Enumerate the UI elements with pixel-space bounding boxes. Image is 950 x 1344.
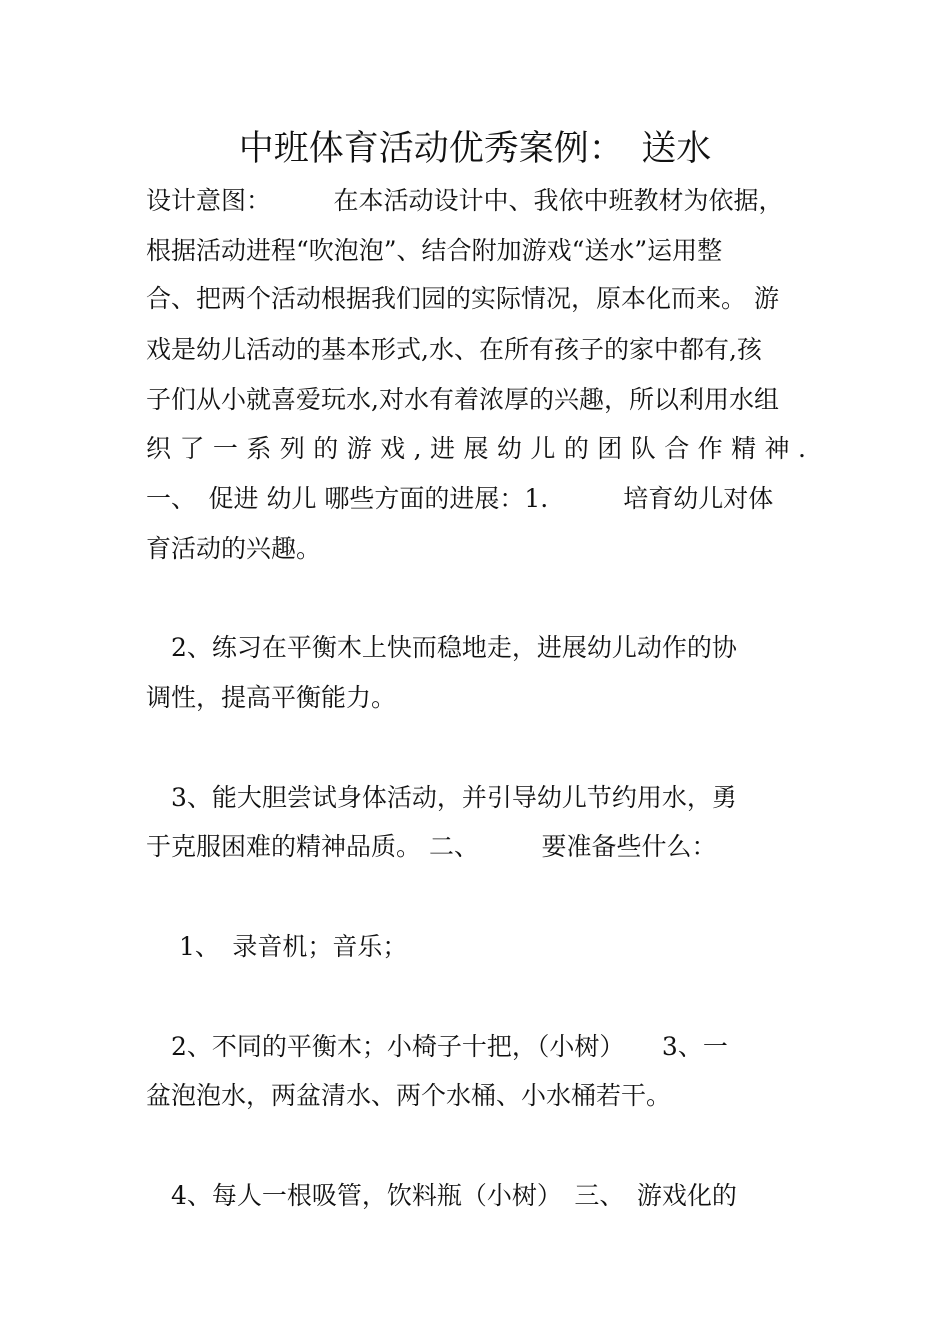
text-char: 儿 xyxy=(530,434,556,463)
text-char: 神 xyxy=(764,434,790,463)
text-char: 织 xyxy=(146,434,172,463)
text-char: 系 xyxy=(246,434,272,463)
text-line-justified xyxy=(146,431,806,467)
text-char: 精 xyxy=(731,434,757,463)
text-line: 育活动的兴趣。 xyxy=(146,534,322,563)
text-line: 子们从小就喜爱玩水,对水有着浓厚的兴趣，所以利用水组 xyxy=(146,385,779,414)
text-char: , xyxy=(413,434,422,463)
text-line: 4、每人一根吸管，饮料瓶（小树） 三、 游戏化的 xyxy=(146,1181,737,1210)
text-line: 设计意图： 在本活动设计中、我依中班教材为依据， xyxy=(146,186,784,215)
text-char: 的 xyxy=(563,434,589,463)
text-line: 2、练习在平衡木上快而稳地走，进展幼儿动作的协 xyxy=(146,633,737,662)
text-line: 于克服困难的精神品质。 二、 要准备些什么： xyxy=(146,832,717,861)
text-char: 戏 xyxy=(380,434,406,463)
text-line: 合、把两个活动根据我们园的实际情况，原本化而来。 游 xyxy=(146,284,779,313)
text-char: 合 xyxy=(664,434,690,463)
text-line: 一、 促进 幼儿 哪些方面的进展：1. 培育幼儿对体 xyxy=(146,484,774,513)
text-char: . xyxy=(798,434,806,463)
text-char: 团 xyxy=(597,434,623,463)
text-char: 幼 xyxy=(496,434,522,463)
text-line: 2、不同的平衡木；小椅子十把，（小树） 3、一 xyxy=(146,1032,728,1061)
text-char: 游 xyxy=(346,434,372,463)
text-line: 调性，提高平衡能力。 xyxy=(146,683,397,712)
text-char: 展 xyxy=(463,434,489,463)
text-line: 3、能大胆尝试身体活动，并引导幼儿节约用水，勇 xyxy=(146,783,737,812)
document-title: 中班体育活动优秀案例： 送水 xyxy=(238,129,712,169)
text-char: 作 xyxy=(697,434,723,463)
text-line: 1、 录音机；音乐； xyxy=(146,932,408,961)
text-char: 列 xyxy=(279,434,305,463)
text-line: 根据活动进程“吹泡泡”、结合附加游戏“送水”运用整 xyxy=(146,236,723,265)
text-char: 的 xyxy=(313,434,339,463)
text-char: 进 xyxy=(430,434,456,463)
text-char: 一 xyxy=(212,434,238,463)
text-char: 了 xyxy=(179,434,205,463)
text-line: 戏是幼儿活动的基本形式,水、在所有孩子的家中都有,孩 xyxy=(146,335,762,364)
text-line: 盆泡泡水，两盆清水、两个水桶、小水桶若干。 xyxy=(146,1081,672,1110)
text-char: 队 xyxy=(630,434,656,463)
